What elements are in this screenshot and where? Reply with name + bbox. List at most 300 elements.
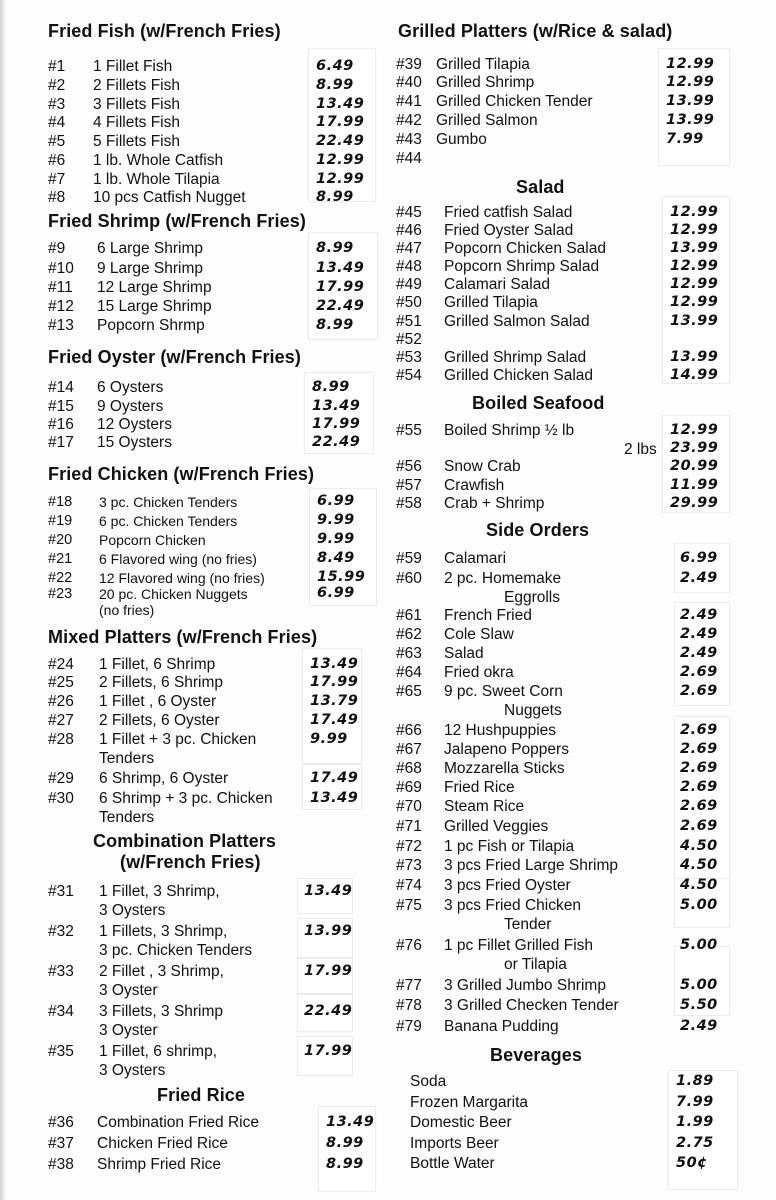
- item-name: 5 Fillets Fish: [93, 133, 180, 150]
- item-number: #56: [396, 458, 422, 475]
- item-number: #13: [48, 317, 74, 334]
- item-number: #75: [396, 897, 422, 914]
- item-name: Grilled Veggies: [444, 818, 549, 835]
- item-price: 9.99: [317, 512, 355, 528]
- item-number: #38: [48, 1156, 74, 1173]
- item-price: 13.99: [666, 93, 715, 109]
- menu-item: [0, 1043, 390, 1079]
- menu-item: [0, 398, 390, 416]
- menu-item: [390, 240, 776, 258]
- menu-item: [0, 531, 390, 549]
- section-heading: Fried Chicken (w/French Fries): [48, 464, 315, 484]
- item-price: 12.99: [670, 422, 719, 438]
- section-heading: Fried Shrimp (w/French Fries): [48, 211, 306, 231]
- item-name: 9 Large Shrimp: [97, 260, 203, 277]
- item-name-continued: Tenders: [99, 809, 155, 826]
- item-number: #77: [396, 977, 422, 994]
- menu-item: [390, 997, 776, 1015]
- item-name: 1 lb. Whole Tilapia: [93, 171, 220, 188]
- item-name: 15 Oysters: [97, 434, 172, 451]
- item-name-continued: 3 pc. Chicken Tenders: [99, 942, 253, 959]
- item-price: 13.99: [670, 349, 719, 365]
- item-number: #37: [48, 1135, 74, 1152]
- item-number: #23: [48, 586, 73, 602]
- item-name: 1 Fillet, 3 Shrimp,: [99, 883, 220, 900]
- menu-item: [390, 857, 776, 875]
- item-name: Snow Crab: [444, 458, 521, 475]
- item-number: #2: [48, 77, 66, 94]
- item-price: 4.50: [680, 857, 718, 873]
- section-heading: Side Orders: [486, 520, 590, 540]
- section-heading: Beverages: [490, 1045, 582, 1065]
- menu-item: [390, 222, 776, 240]
- item-price: 12.99: [670, 258, 719, 274]
- item-name: 2 Fillets, 6 Shrimp: [99, 674, 224, 691]
- item-number: #65: [396, 683, 422, 700]
- item-name: Grilled Chicken Salad: [444, 367, 594, 384]
- item-number: #55: [396, 422, 422, 439]
- item-name: French Fried: [444, 607, 532, 624]
- item-name: 6 pc. Chicken Tenders: [99, 513, 238, 529]
- item-price: 2.69: [680, 760, 718, 776]
- menu-item: [390, 741, 776, 759]
- item-number: #48: [396, 258, 422, 275]
- item-number: #17: [48, 434, 74, 451]
- menu-item: [390, 74, 776, 92]
- item-number: #63: [396, 645, 422, 662]
- item-price: 17.99: [312, 416, 361, 432]
- menu-item: [390, 1155, 776, 1173]
- menu-item: [390, 607, 776, 625]
- item-number: #35: [48, 1043, 74, 1060]
- item-name: Shrimp Fried Rice: [97, 1156, 222, 1173]
- item-price: 5.50: [680, 997, 718, 1013]
- item-price: 29.99: [670, 495, 719, 511]
- item-name: 2 Fillets, 6 Oyster: [99, 712, 220, 729]
- item-number: #40: [396, 74, 422, 91]
- item-number: #36: [48, 1114, 74, 1131]
- item-price: 17.99: [316, 114, 365, 130]
- item-name: Popcorn Chicken: [99, 532, 206, 548]
- menu-item: [390, 760, 776, 778]
- item-name: Jalapeno Poppers: [444, 741, 569, 758]
- item-name: Grilled Tilapia: [444, 294, 538, 311]
- item-price: 15.99: [317, 569, 366, 585]
- item-number: #1: [48, 58, 66, 75]
- item-price: 8.99: [312, 379, 350, 395]
- item-number: #54: [396, 367, 422, 384]
- item-name: 12 Hushpuppies: [444, 722, 557, 739]
- item-number: #76: [396, 937, 422, 954]
- item-name: Popcorn Chicken Salad: [444, 240, 606, 257]
- item-name: Grilled Shrimp Salad: [444, 349, 587, 366]
- item-price: 1.99: [676, 1114, 714, 1130]
- menu-item: [0, 58, 390, 76]
- item-name: Fried catfish Salad: [444, 204, 573, 221]
- item-number: #44: [396, 150, 422, 167]
- item-name-continued: 3 Oysters: [99, 1062, 166, 1079]
- item-number: #70: [396, 798, 422, 815]
- item-name: 6 Oysters: [97, 379, 164, 396]
- menu-item: [0, 790, 390, 826]
- item-number: #24: [48, 656, 74, 673]
- item-name: Grilled Salmon Salad: [444, 313, 590, 330]
- item-price: 12.99: [666, 74, 715, 90]
- item-price: 14.99: [670, 367, 719, 383]
- item-number: #25: [48, 674, 74, 691]
- item-price: 12.99: [316, 171, 365, 187]
- item-name: 1 Fillet + 3 pc. Chicken: [99, 731, 257, 748]
- item-price: 8.99: [326, 1156, 364, 1172]
- item-number: #28: [48, 731, 74, 748]
- item-price: 20.99: [670, 458, 719, 474]
- item-number: #7: [48, 171, 66, 188]
- item-price: 7.99: [666, 131, 704, 147]
- item-name: Grilled Shrimp: [436, 74, 535, 91]
- item-name: Cole Slaw: [444, 626, 514, 643]
- item-number: #32: [48, 923, 74, 940]
- menu-item: [0, 656, 390, 674]
- section-heading: Mixed Platters (w/French Fries): [48, 627, 318, 647]
- item-number: #46: [396, 222, 422, 239]
- menu-item: [0, 317, 390, 335]
- item-price: 2.75: [676, 1135, 714, 1151]
- item-price: 13.49: [310, 790, 359, 806]
- item-number: #29: [48, 770, 74, 787]
- item-number: #8: [48, 189, 66, 206]
- item-price: 13.99: [670, 240, 719, 256]
- section-heading: Boiled Seafood: [472, 393, 605, 413]
- item-number: #20: [48, 532, 73, 548]
- menu-item: [390, 422, 776, 458]
- section-heading: Salad: [516, 177, 565, 197]
- menu-item: [0, 712, 390, 730]
- menu-item: [390, 276, 776, 294]
- menu-item: [390, 495, 776, 513]
- item-price: 2.69: [680, 818, 718, 834]
- menu-item: [390, 798, 776, 816]
- item-name: Popcorn Shrmp: [97, 317, 205, 334]
- item-number: #31: [48, 883, 74, 900]
- menu-item: [390, 1135, 776, 1153]
- menu-item: [0, 152, 390, 170]
- item-price: 22.49: [316, 298, 365, 314]
- item-price: 12.99: [670, 294, 719, 310]
- item-number: #49: [396, 276, 422, 293]
- item-number: #67: [396, 741, 422, 758]
- menu-item: [390, 937, 776, 973]
- item-number: #22: [48, 570, 73, 586]
- item-number: #69: [396, 779, 422, 796]
- item-name: Grilled Tilapia: [436, 56, 530, 73]
- menu-item: [390, 626, 776, 644]
- menu-item: [0, 674, 390, 692]
- item-number: #66: [396, 722, 422, 739]
- item-price: 2.69: [680, 741, 718, 757]
- item-number: #26: [48, 693, 74, 710]
- item-number: #72: [396, 838, 422, 855]
- item-name: 6 Shrimp + 3 pc. Chicken: [99, 790, 273, 807]
- item-price: 22.49: [304, 1003, 353, 1019]
- menu-item: [0, 298, 390, 316]
- item-name: Banana Pudding: [444, 1018, 559, 1035]
- menu-item: [390, 313, 776, 331]
- item-number: #10: [48, 260, 74, 277]
- item-name: 3 pcs Fried Large Shrimp: [444, 857, 619, 874]
- menu-item: [0, 585, 390, 618]
- menu-item: [0, 1003, 390, 1039]
- item-name: 12 Oysters: [97, 416, 172, 433]
- item-number: #39: [396, 56, 422, 73]
- menu-item: [390, 93, 776, 111]
- item-price: 7.99: [676, 1094, 714, 1110]
- menu-item: [0, 1114, 390, 1132]
- item-name: 2 Fillet , 3 Shrimp,: [99, 963, 224, 980]
- item-number: #3: [48, 96, 66, 113]
- menu-item: [0, 240, 390, 258]
- item-price: 4.50: [680, 877, 718, 893]
- menu-item: [0, 279, 390, 297]
- item-name: Calamari: [444, 550, 507, 567]
- item-price: 2.69: [680, 722, 718, 738]
- item-number: #14: [48, 379, 74, 396]
- item-name: 9 pc. Sweet Corn: [444, 683, 563, 700]
- section-heading: Fried Fish (w/French Fries): [48, 21, 281, 41]
- item-name: 3 Fillets, 3 Shrimp: [99, 1003, 224, 1020]
- item-name-continued: 3 Oysters: [99, 902, 166, 919]
- menu-item: [0, 379, 390, 397]
- menu-item: [390, 683, 776, 719]
- item-name: Fried okra: [444, 664, 514, 681]
- item-price: 13.49: [312, 398, 361, 414]
- item-name: 1 Fillet, 6 Shrimp: [99, 656, 216, 673]
- item-price: 22.49: [316, 133, 365, 149]
- item-number: #15: [48, 398, 74, 415]
- menu-item: [390, 818, 776, 836]
- item-number: #53: [396, 349, 422, 366]
- section-heading: Fried Oyster (w/French Fries): [48, 347, 301, 367]
- menu-item: [390, 722, 776, 740]
- item-number: #47: [396, 240, 422, 257]
- item-price: 9.99: [317, 531, 355, 547]
- item-name: 6 Flavored wing (no fries): [99, 551, 257, 567]
- menu-item: [390, 570, 776, 606]
- item-name: Calamari Salad: [444, 276, 550, 293]
- section-subheading: (w/French Fries): [120, 852, 261, 872]
- item-name: Crab + Shrimp: [444, 495, 545, 512]
- item-name: Chicken Fried Rice: [97, 1135, 228, 1152]
- item-number: #57: [396, 477, 422, 494]
- item-price: 12.99: [666, 56, 715, 72]
- menu-item: [0, 731, 390, 767]
- item-name: 6 Shrimp, 6 Oyster: [99, 770, 229, 787]
- item-price: 6.99: [680, 550, 718, 566]
- item-number: #34: [48, 1003, 74, 1020]
- section-heading: Fried Rice: [157, 1085, 246, 1105]
- item-number: #12: [48, 298, 74, 315]
- item-price: 2.49: [680, 607, 718, 623]
- menu-item: [390, 150, 776, 168]
- menu-item: [390, 664, 776, 682]
- menu-item: [0, 171, 390, 189]
- item-name: 15 Large Shrimp: [97, 298, 212, 315]
- item-number: #61: [396, 607, 422, 624]
- menu-item: [0, 923, 390, 959]
- menu-item: [390, 458, 776, 476]
- menu-item: [0, 133, 390, 151]
- item-price: 13.99: [666, 112, 715, 128]
- item-price: 2.69: [680, 779, 718, 795]
- item-name: 3 pcs Fried Chicken: [444, 897, 581, 914]
- item-price: 9.99: [310, 731, 348, 747]
- item-name: Mozzarella Sticks: [444, 760, 565, 777]
- item-name: 1 lb. Whole Catfish: [93, 152, 224, 169]
- menu-item: [0, 77, 390, 95]
- item-price: 8.99: [316, 77, 354, 93]
- menu-item: [390, 1018, 776, 1036]
- item-name: 1 Fillet, 6 shrimp,: [99, 1043, 218, 1060]
- menu-item: [390, 1073, 776, 1091]
- item-price: 17.99: [304, 1043, 353, 1059]
- menu-item: [390, 258, 776, 276]
- menu-item: [390, 331, 776, 349]
- item-price: 13.49: [316, 260, 365, 276]
- item-name: Fried Oyster Salad: [444, 222, 574, 239]
- item-price: 5.00: [680, 937, 718, 953]
- item-price: 6.49: [316, 58, 354, 74]
- item-name-continued: 2 lbs: [624, 441, 657, 458]
- item-name: 3 Grilled Checken Tender: [444, 997, 619, 1014]
- item-name: 1 Fillet Fish: [93, 58, 173, 75]
- item-price: 13.49: [326, 1114, 375, 1130]
- menu-item: [390, 294, 776, 312]
- item-price: 13.49: [310, 656, 359, 672]
- item-name-continued: Tender: [504, 916, 552, 933]
- item-price: 17.99: [316, 279, 365, 295]
- menu-item: [0, 512, 390, 530]
- item-price: 5.00: [680, 897, 718, 913]
- item-name: 3 Grilled Jumbo Shrimp: [444, 977, 606, 994]
- menu-item: [390, 877, 776, 895]
- item-price: 2.69: [680, 664, 718, 680]
- item-name: 20 pc. Chicken Nuggets: [99, 586, 248, 602]
- item-name: 2 pc. Homemake: [444, 570, 562, 587]
- item-number: #43: [396, 131, 422, 148]
- item-number: #51: [396, 313, 422, 330]
- item-price: 17.49: [310, 712, 359, 728]
- menu-item: [0, 96, 390, 114]
- menu-item: [390, 838, 776, 856]
- menu-item: [390, 112, 776, 130]
- item-price: 13.49: [304, 883, 353, 899]
- section-heading: Combination Platters: [93, 831, 277, 851]
- menu-item: [390, 1094, 776, 1112]
- item-number: #62: [396, 626, 422, 643]
- item-name-continued: Tenders: [99, 750, 155, 767]
- item-number: #68: [396, 760, 422, 777]
- item-number: #73: [396, 857, 422, 874]
- item-price: 8.99: [316, 317, 354, 333]
- item-name: Imports Beer: [410, 1135, 499, 1152]
- item-price: 17.99: [310, 674, 359, 690]
- item-number: #64: [396, 664, 422, 681]
- menu-item: [0, 189, 390, 207]
- item-name: 6 Large Shrimp: [97, 240, 203, 257]
- item-price: 13.49: [316, 96, 365, 112]
- menu-item: [0, 114, 390, 132]
- item-name-continued: 3 Oyster: [99, 982, 158, 999]
- menu-item: [390, 779, 776, 797]
- item-name: Grilled Salmon: [436, 112, 538, 129]
- item-name-continued: Nuggets: [504, 702, 562, 719]
- item-price: 13.79: [310, 693, 359, 709]
- item-name: Frozen Margarita: [410, 1094, 529, 1111]
- item-price: 8.99: [326, 1135, 364, 1151]
- menu-item: [0, 883, 390, 919]
- menu-item: [390, 1114, 776, 1132]
- item-price: 2.49: [680, 626, 718, 642]
- item-number: #45: [396, 204, 422, 221]
- menu-item: [390, 56, 776, 74]
- item-name: Fried Rice: [444, 779, 515, 796]
- item-name: Combination Fried Rice: [97, 1114, 259, 1131]
- item-price-large: 23.99: [670, 440, 719, 456]
- item-price: 2.69: [680, 683, 718, 699]
- menu-item: [0, 416, 390, 434]
- menu-item: [0, 550, 390, 568]
- item-name: 1 Fillets, 3 Shrimp,: [99, 923, 228, 940]
- item-number: #19: [48, 513, 73, 529]
- menu-item: [0, 434, 390, 452]
- item-name: 3 pc. Chicken Tenders: [99, 494, 238, 510]
- item-price: 12.99: [670, 276, 719, 292]
- menu-item: [390, 131, 776, 149]
- item-name: Salad: [444, 645, 484, 662]
- item-number: #59: [396, 550, 422, 567]
- item-name: 4 Fillets Fish: [93, 114, 180, 131]
- menu-item: [0, 1135, 390, 1153]
- item-price: 13.99: [670, 313, 719, 329]
- item-price: 8.99: [316, 189, 354, 205]
- item-number: #52: [396, 331, 422, 348]
- menu-item: [390, 349, 776, 367]
- item-name-continued: 3 Oyster: [99, 1022, 158, 1039]
- item-price: 17.49: [310, 770, 359, 786]
- item-number: #16: [48, 416, 74, 433]
- item-number: #27: [48, 712, 74, 729]
- item-price: 6.99: [317, 585, 355, 601]
- item-name: Popcorn Shrimp Salad: [444, 258, 600, 275]
- item-price: 12.99: [316, 152, 365, 168]
- item-name: Soda: [410, 1073, 447, 1090]
- item-name: 9 Oysters: [97, 398, 164, 415]
- item-price: 2.49: [680, 1018, 718, 1034]
- menu-item: [390, 977, 776, 995]
- item-number: #30: [48, 790, 74, 807]
- menu-item: [0, 963, 390, 999]
- item-number: #79: [396, 1018, 422, 1035]
- item-price: 8.49: [317, 550, 355, 566]
- menu-item: [0, 1156, 390, 1174]
- item-name: Grilled Chicken Tender: [436, 93, 593, 110]
- item-price: 17.99: [304, 963, 353, 979]
- item-name-continued: or Tilapia: [504, 956, 567, 973]
- menu-item: [0, 693, 390, 711]
- menu-item: [390, 897, 776, 933]
- item-number: #60: [396, 570, 422, 587]
- item-number: #9: [48, 240, 66, 257]
- item-price: 1.89: [676, 1073, 714, 1089]
